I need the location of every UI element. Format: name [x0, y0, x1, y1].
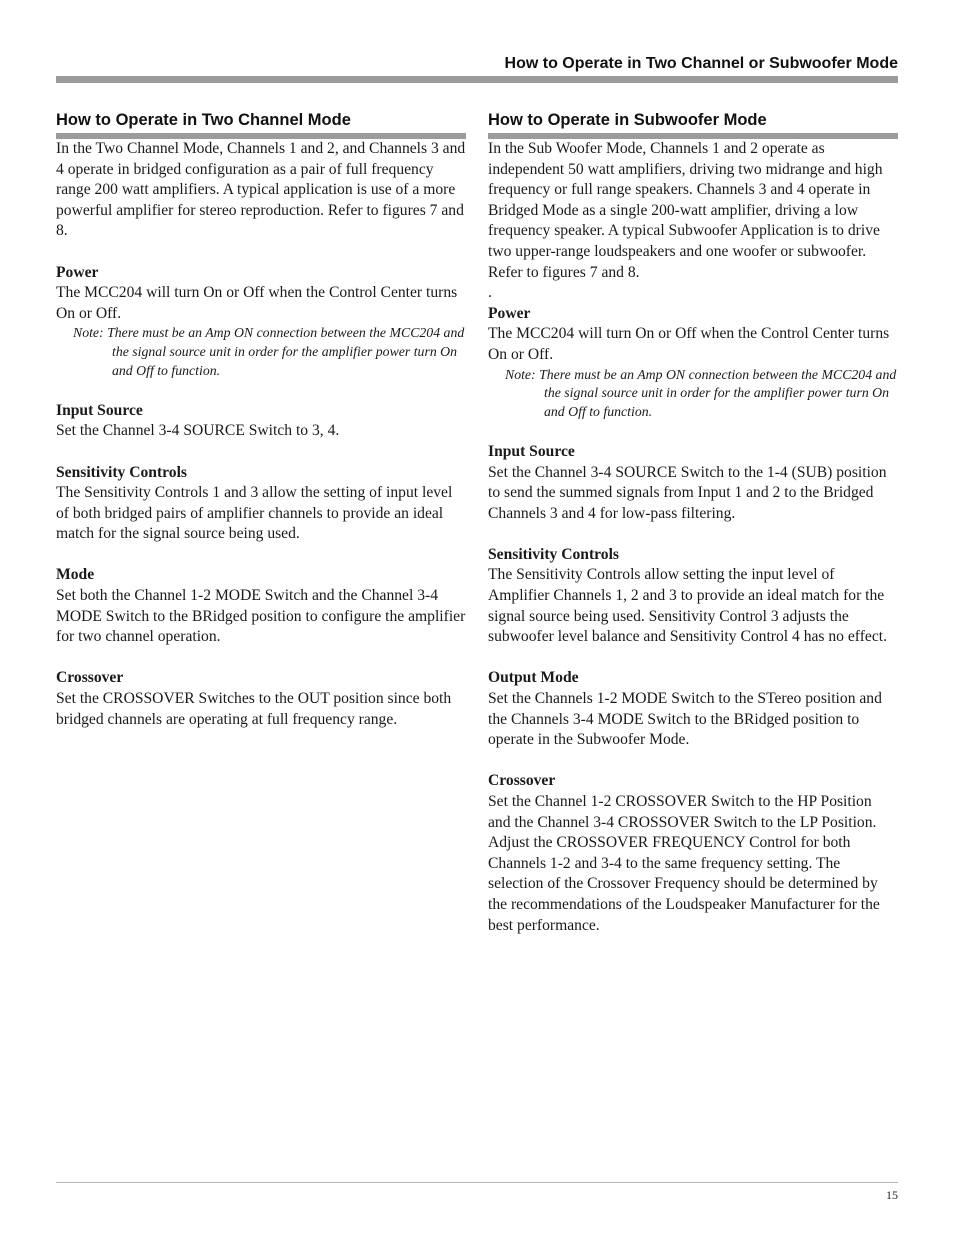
- page-number: 15: [886, 1188, 898, 1202]
- section-heading-input-source: Input Source: [56, 401, 143, 419]
- subwoofer-power-section: [488, 304, 898, 422]
- section-heading-input-source: Input Source: [488, 442, 575, 460]
- two-channel-mode-column: [56, 111, 466, 730]
- two-channel-sensitivity-section: [56, 463, 466, 545]
- two-channel-mode-section: [56, 565, 466, 647]
- subwoofer-sensitivity-section: [488, 545, 898, 648]
- two-channel-intro: In the Two Channel Mode, Channels 1 and 2, and Channels 3 and 4 operate in bridged configuration as a pair of full frequency range 200 watt amplifiers. A typical application is use of a more powerful amplifier for stereo reproduction. Refer to figures 7 and 8.: [56, 140, 466, 240]
- section-heading-crossover: Crossover: [488, 772, 556, 790]
- two-channel-input-source-section: [56, 401, 466, 442]
- crossover-text: Set the Channel 1-2 CROSSOVER Switch to the HP Position and the Channel 3-4 CROSSOVER Switch to the LP Position. Adjust the CROSSOVER FREQUENCY Control for both Channels 1-2 and 3-4 to the same frequency setting. The selection of the Crossover Frequency should be determined by the recommendations of the Loudspeaker Manufacturer for the best performance.: [488, 793, 880, 934]
- two-channel-crossover-section: [56, 668, 466, 730]
- input-source-text: Set the Channel 3-4 SOURCE Switch to the 1-4 (SUB) position to send the summed signals from Input 1 and 2 to the Bridged Channels 3 and 4 for low-pass filtering.: [488, 463, 887, 522]
- section-heading-sensitivity: Sensitivity Controls: [488, 545, 619, 563]
- stray-period: .: [488, 284, 492, 302]
- section-heading-crossover: Crossover: [56, 669, 124, 687]
- sensitivity-text: The Sensitivity Controls allow setting the input level of Amplifier Channels 1, 2 and 3 to provide an ideal match for the signal source being used. Sensitivity Control 3 adjusts the subwoofer level balance and Sensitivity Control 4 has no effect.: [488, 566, 887, 646]
- output-mode-text: Set the Channels 1-2 MODE Switch to the STereo position and the Channels 3-4 MODE Switch to the BRidged position to operate in the Subwoofer Mode.: [488, 690, 882, 749]
- subwoofer-mode-heading: How to Operate in Subwoofer Mode: [488, 111, 898, 139]
- input-source-text: Set the Channel 3-4 SOURCE Switch to 3, 4.: [56, 422, 340, 440]
- power-text: The MCC204 will turn On or Off when the Control Center turns On or Off.: [488, 325, 890, 363]
- power-note: Note: There must be an Amp ON connection between the MCC204 and the signal source unit in order for the amplifier power turn On and Off to function.: [505, 366, 897, 419]
- subwoofer-crossover-section: [488, 771, 898, 936]
- subwoofer-intro: In the Sub Woofer Mode, Channels 1 and 2 operate as independent 50 watt amplifiers, driving two midrange and high frequency or full range speakers. Channels 3 and 4 operate in Bridged Mode as a single 200-watt amplifier, driving a low frequency speaker. A typical Subwoofer Application is to drive two upper-range loudspeakers and one woofer or subwoofer. Refer to figures 7 and 8.: [488, 140, 883, 281]
- mode-text: Set both the Channel 1-2 MODE Switch and the Channel 3-4 MODE Switch to the BRidged position to configure the amplifier for two channel operation.: [56, 587, 466, 646]
- section-heading-sensitivity: Sensitivity Controls: [56, 463, 187, 481]
- section-heading-power: Power: [56, 263, 99, 281]
- power-text: The MCC204 will turn On or Off when the Control Center turns On or Off.: [56, 284, 458, 322]
- page-header-title: How to Operate in Two Channel or Subwoofer Mode: [504, 55, 898, 72]
- section-heading-mode: Mode: [56, 566, 95, 584]
- crossover-text: Set the CROSSOVER Switches to the OUT position since both bridged channels are operating at full frequency range.: [56, 690, 452, 728]
- sensitivity-text: The Sensitivity Controls 1 and 3 allow the setting of input level of both bridged pairs of amplifier channels to provide an ideal match for the signal source being used.: [56, 484, 453, 543]
- subwoofer-input-source-section: [488, 442, 898, 524]
- power-note: Note: There must be an Amp ON connection between the MCC204 and the signal source unit in order for the amplifier power turn On and Off to function.: [73, 325, 465, 378]
- subwoofer-mode-column: [488, 111, 898, 936]
- two-channel-power-section: [56, 263, 466, 381]
- subwoofer-output-mode-section: [488, 668, 898, 750]
- two-channel-mode-heading: How to Operate in Two Channel Mode: [56, 111, 466, 139]
- section-heading-power: Power: [488, 304, 531, 322]
- header-rule: [56, 76, 898, 83]
- footer-rule: [56, 1182, 898, 1183]
- section-heading-output-mode: Output Mode: [488, 669, 579, 687]
